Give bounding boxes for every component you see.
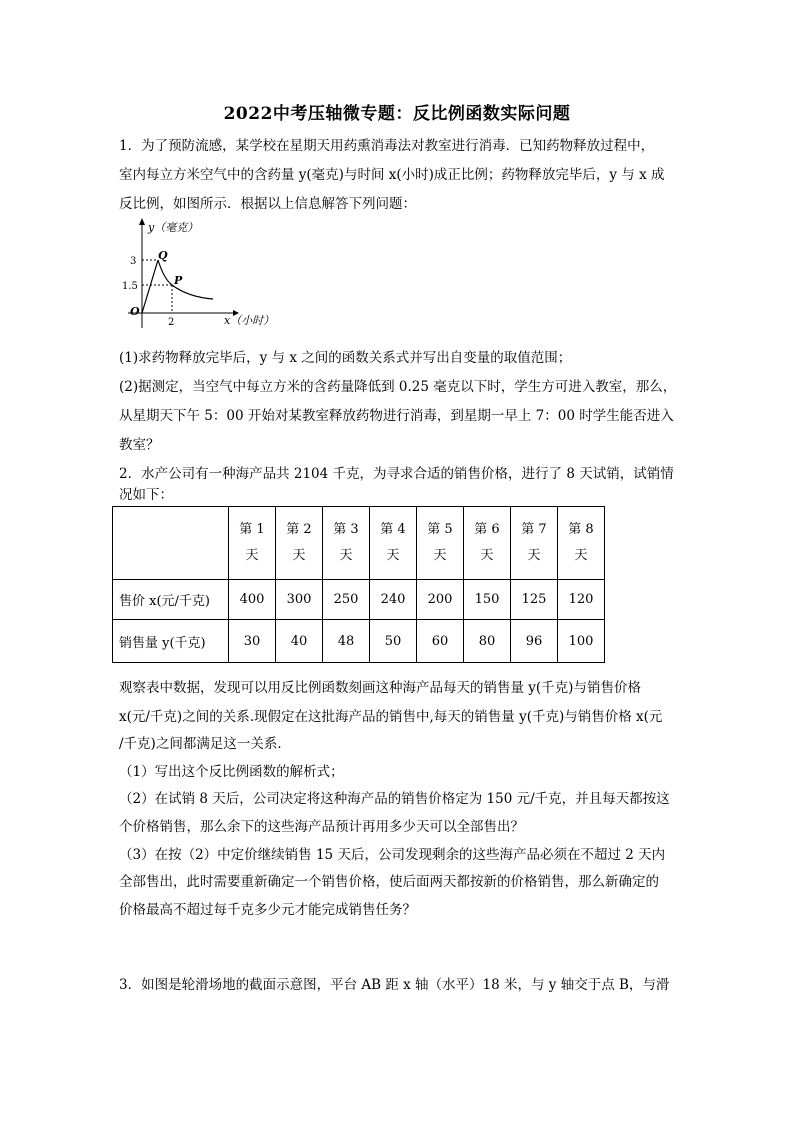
price-cell: 200 [417, 580, 464, 620]
sales-cell: 60 [417, 620, 464, 663]
table-day-cell: 第 7 天 [511, 507, 558, 580]
q2-intro-line-1: 2．水产公司有一种海产品共 2104 千克，为寻求合适的销售价格，进行了 8 天试销，试销情 [119, 466, 674, 482]
sales-cell: 96 [511, 620, 558, 663]
q3-line-1: 3．如图是轮滑场地的截面示意图，平台 AB 距 x 轴（水平）18 米，与 y 轴交于点 B，与滑 [119, 977, 670, 993]
price-cell: 240 [370, 580, 417, 620]
table-day-cell: 第 3 天 [323, 507, 370, 580]
price-cell: 300 [276, 580, 323, 620]
q1-sub2-line-3: 教室？ [119, 437, 160, 453]
table-day-cell: 第 8 天 [558, 507, 605, 580]
table-header-row [113, 507, 605, 580]
origin-label: O [130, 305, 140, 318]
decay-curve [158, 260, 213, 299]
sales-cell: 100 [558, 620, 605, 663]
sales-label-cell: 销售量 y(千克) [113, 620, 229, 663]
tick-1-5: 1.5 [122, 281, 138, 292]
table-corner-cell [113, 507, 229, 580]
tick-2: 2 [168, 317, 175, 328]
q1-sub1: (1)求药物释放完毕后，y 与 x 之间的函数关系式并写出自变量的取值范围； [119, 350, 572, 366]
q2-text-line-3: /千克)之间都满足这一关系． [119, 736, 291, 752]
table-day-cell: 第 1 天 [229, 507, 276, 580]
sales-cell: 30 [229, 620, 276, 663]
price-cell: 125 [511, 580, 558, 620]
q2-text-line-2: x(元/千克)之间的关系.现假定在这批海产品的销售中,每天的销售量 y(千克)与销售价格 x(元 [119, 709, 663, 725]
price-cell: 150 [464, 580, 511, 620]
q1-graph [118, 213, 288, 333]
q1-line-1: 1．为了预防流感，某学校在星期天用药熏消毒法对教室进行消毒．已知药物释放过程中， [119, 138, 655, 154]
table-sales-row [113, 620, 605, 663]
q2-part3-line-1: （3）在按（2）中定价继续销售 15 天后，公司发现剩余的这些海产品必须在不超过 2 天内 [119, 847, 666, 863]
page-title: 2022中考压轴微专题：反比例函数实际问题 [223, 104, 571, 124]
y-axis-label: y（毫克） [148, 221, 199, 234]
rising-segment [142, 260, 158, 313]
sales-cell: 48 [323, 620, 370, 663]
point-p-label: P [174, 274, 183, 287]
point-q-label: Q [158, 249, 168, 262]
table-price-row [113, 580, 605, 620]
q1-line-3: 反比例，如图所示．根据以上信息解答下列问题： [119, 196, 416, 212]
y-axis-arrow [139, 218, 145, 225]
q1-sub2-line-1: (2)据测定，当空气中每立方米的含药量降低到 0.25 毫克以下时，学生方可进入教室，那么， [119, 379, 677, 395]
sales-cell: 80 [464, 620, 511, 663]
price-label-cell: 售价 x(元/千克) [113, 580, 229, 620]
price-cell: 120 [558, 580, 605, 620]
sales-cell: 40 [276, 620, 323, 663]
q2-part3-line-3: 价格最高不超过每千克多少元才能完成销售任务？ [119, 902, 416, 918]
q2-text-line-1: 观察表中数据，发现可以用反比例函数刻画这种海产品每天的销售量 y(千克)与销售价格 [119, 680, 641, 696]
sales-table [112, 506, 605, 663]
tick-3: 3 [130, 256, 137, 267]
q2-intro-line-2: 况如下： [119, 487, 173, 503]
table-day-cell: 第 6 天 [464, 507, 511, 580]
sales-cell: 50 [370, 620, 417, 663]
q1-sub2-line-2: 从星期天下午 5：00 开始对某教室释放药物进行消毒，到星期一早上 7：00 时学生能否进入 [119, 408, 674, 424]
q1-line-2: 室内每立方米空气中的含药量 y(毫克)与时间 x(小时)成正比例；药物释放完毕后，y 与 x 成 [119, 167, 665, 183]
x-axis-label: x（小时） [224, 314, 275, 327]
q2-part2-line-1: （2）在试销 8 天后，公司决定将这种海产品的销售价格定为 150 元/千克，并且每天都按这 [119, 791, 670, 807]
table-day-cell: 第 5 天 [417, 507, 464, 580]
price-cell: 400 [229, 580, 276, 620]
table-day-cell: 第 4 天 [370, 507, 417, 580]
price-cell: 250 [323, 580, 370, 620]
table-day-cell: 第 2 天 [276, 507, 323, 580]
q2-part1: （1）写出这个反比例函数的解析式； [119, 764, 344, 780]
q2-part2-line-2: 个价格销售，那么余下的这些海产品预计再用多少天可以全部售出？ [119, 819, 524, 835]
q2-part3-line-2: 全部售出，此时需要重新确定一个销售价格，使后面两天都按新的价格销售，那么新确定的 [119, 874, 659, 890]
